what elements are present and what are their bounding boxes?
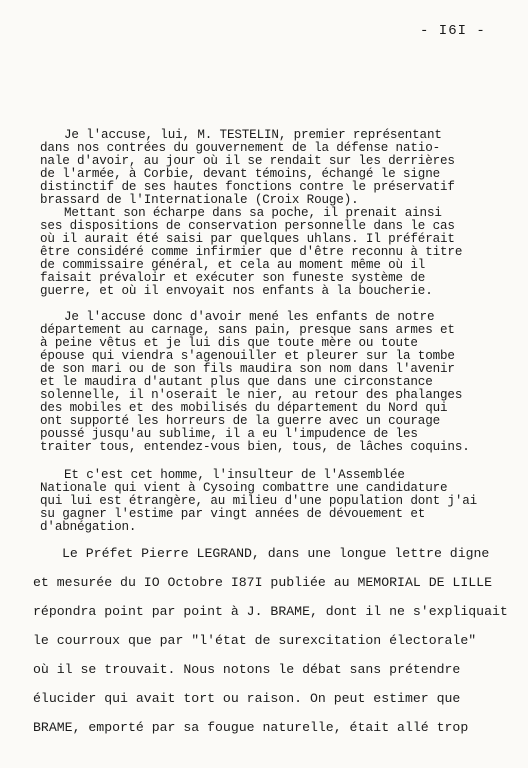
text-line: Mettant son écharpe dans sa poche, il prenait ainsi xyxy=(64,206,442,220)
text-line: su gagner l'estime par vingt années de dévouement et xyxy=(40,507,426,521)
text-line: Et c'est cet homme, l'insulteur de l'Assemblée xyxy=(64,468,405,482)
text-line: département au carnage, sans pain, presque sans armes et xyxy=(40,323,455,337)
text-line: élucider qui avait tort ou raison. On peut estimer que xyxy=(33,691,461,706)
text-line: qui lui est étrangère, au milieu d'une population dont j'ai xyxy=(40,494,478,508)
text-line: nale d'avoir, au jour où il se rendait sur les derrières xyxy=(40,154,455,168)
text-line: de l'armée, à Corbie, devant témoins, échangé le signe xyxy=(40,167,441,181)
text-line: et mesurée du IO Octobre I87I publiée au MEMORIAL DE LILLE xyxy=(33,575,492,590)
text-line: poussé jusqu'au sublime, il a eu l'impudence de les xyxy=(40,427,418,441)
text-line: faisait prévaloir et exécuter son funeste système de xyxy=(40,271,426,285)
text-line: ont supporté les horreurs de la guerre avec un courage xyxy=(40,414,441,428)
page-number: - I6I - xyxy=(420,23,486,39)
text-line: Nationale qui vient à Cysoing combattre une candidature xyxy=(40,481,448,495)
text-line: où il aurait été saisi par quelques uhlans. Il préférait xyxy=(40,232,455,246)
text-line: solennelle, il n'oserait le nier, au retour des phalanges xyxy=(40,388,463,402)
text-line: et le maudira d'autant plus que dans une circonstance xyxy=(40,375,433,389)
text-line: ses dispositions de conservation personnelle dans le cas xyxy=(40,219,455,233)
text-line: dans nos contrées du gouvernement de la défense natio- xyxy=(40,141,441,155)
text-line: distinctif de ses hautes fonctions contre le préservatif xyxy=(40,180,455,194)
text-line: le courroux que par "l'état de surexcitation électorale" xyxy=(33,633,477,648)
text-line: répondra point par point à J. BRAME, dont il ne s'expliquait xyxy=(33,604,508,619)
text-line: être considéré comme infirmier que d'être reconnu à titre xyxy=(40,245,463,259)
text-line: de commissaire général, et cela au moment même où il xyxy=(40,258,426,272)
text-line: Je l'accuse donc d'avoir mené les enfants de notre xyxy=(64,310,435,324)
text-line: Je l'accuse, lui, M. TESTELIN, premier représentant xyxy=(64,128,442,142)
text-line: épouse qui viendra s'agenouiller et pleurer sur la tombe xyxy=(40,349,455,363)
text-line: à peine vêtus et je lui dis que toute mère ou toute xyxy=(40,336,418,350)
text-line: de son mari ou de son fils maudira son nom dans l'avenir xyxy=(40,362,455,376)
text-line: BRAME, emporté par sa fougue naturelle, était allé trop xyxy=(33,720,469,735)
text-line: Le Préfet Pierre LEGRAND, dans une longue lettre digne xyxy=(62,546,490,561)
text-line: guerre, et où il envoyait nos enfants à la boucherie. xyxy=(40,284,433,298)
text-line: d'abnégation. xyxy=(40,520,137,534)
text-line: où il se trouvait. Nous notons le débat sans prétendre xyxy=(33,662,461,677)
text-line: traiter tous, entendez-vous bien, tous, de lâches coquins. xyxy=(40,440,470,454)
text-line: brassard de l'Internationale (Croix Rouge). xyxy=(40,193,359,207)
text-line: des mobiles et des mobilisés du département du Nord qui xyxy=(40,401,448,415)
